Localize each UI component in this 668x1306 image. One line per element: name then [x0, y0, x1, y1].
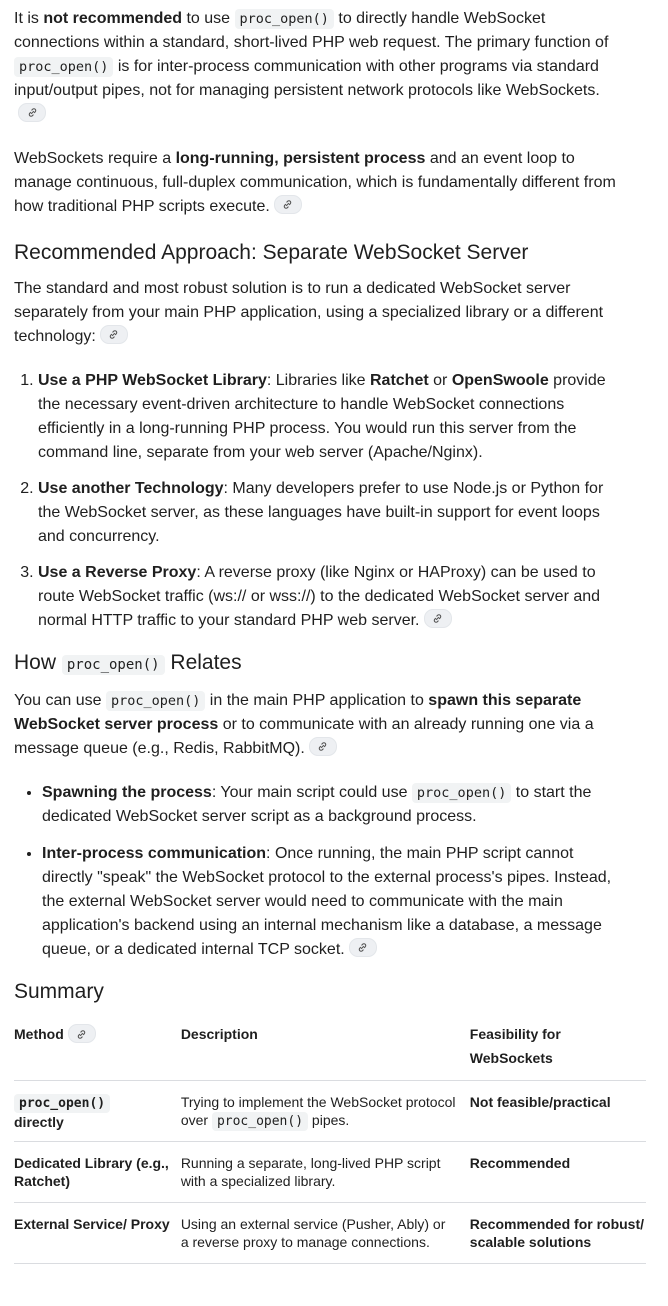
emphasis: not recommended [43, 10, 183, 27]
table-row [14, 1203, 646, 1264]
inline-code: proc_open() [106, 691, 205, 711]
inline-code: proc_open() [62, 655, 165, 675]
inline-code: proc_open() [14, 57, 113, 77]
cell-feasibility: Not feasible/practical [469, 1094, 611, 1110]
text: WebSockets require a [14, 150, 176, 167]
text: It is [14, 10, 44, 27]
text: is for inter-process communication with other programs via standard input/output pipes, not for managing persistent network protocols like WebSockets. [14, 58, 600, 99]
section-heading-recommended: Recommended Approach: Separate WebSocket Server [14, 241, 529, 264]
text: : Libraries like [266, 372, 370, 389]
intro-paragraph-2 [14, 147, 626, 219]
cell-description: Running a separate, long-lived PHP script with a specialized library. [180, 1155, 441, 1189]
cell-description: Using an external service (Pusher, Ably) or a reverse proxy to manage connections. [180, 1216, 446, 1250]
text: directly [14, 1114, 64, 1130]
list-item [42, 781, 626, 829]
inline-code: proc_open() [412, 783, 511, 803]
emphasis: Ratchet [370, 372, 429, 389]
citation-link-icon[interactable] [100, 325, 128, 344]
section1-paragraph [14, 277, 626, 349]
text: or to communicate with an already running one via a message queue (e.g., Redis, RabbitMQ). [14, 716, 594, 757]
citation-link-icon[interactable] [309, 737, 337, 756]
approach-list [14, 369, 626, 633]
text: and an event loop to manage continuous, full-duplex communication, which is fundamentally different from how traditional PHP scripts execute. [14, 150, 616, 215]
text: : Once running, the main PHP script cannot directly "speak" the WebSocket protocol to the external process's pipes. Instead, the external WebSocket server would need to communicate with the main application's backend using an internal mechanism like a database, a message queue, or a dedicated internal TCP socket. [42, 845, 612, 958]
inline-code: proc_open() [14, 1094, 110, 1113]
column-header-description: Description [180, 1026, 258, 1042]
list-item [42, 842, 626, 962]
citation-link-icon[interactable] [18, 103, 46, 122]
text: Relates [164, 651, 242, 674]
text: or [428, 372, 452, 389]
item-title: Inter-process communication [42, 845, 267, 862]
cell-feasibility: Recommended [469, 1155, 571, 1171]
text: : Many developers prefer to use Node.js or Python for the WebSocket server, as these languages have built-in support for event loops and concurrency. [38, 480, 604, 545]
item-title: Spawning the process [42, 784, 212, 801]
item-title: Use a PHP WebSocket Library [38, 372, 267, 389]
item-title: Use another Technology [38, 480, 224, 497]
section2-paragraph [14, 689, 626, 761]
column-header-method [14, 1016, 181, 1081]
list-item [38, 477, 626, 549]
text: to start the dedicated WebSocket server script as a background process. [42, 784, 592, 825]
text: to use [182, 10, 235, 27]
inline-code: proc_open() [235, 9, 334, 29]
header-label: Method [14, 1026, 64, 1042]
citation-link-icon[interactable] [424, 609, 452, 628]
section-heading-how-relates [14, 649, 626, 679]
item-title: Use a Reverse Proxy [38, 564, 197, 581]
table-row [14, 1142, 646, 1203]
citation-link-icon[interactable] [274, 195, 302, 214]
text: in the main PHP application to [205, 692, 429, 709]
relates-bullet-list [14, 781, 626, 962]
text: Trying to implement the WebSocket protocol over [180, 1094, 456, 1128]
text: provide the necessary event-driven architecture to handle WebSocket connections efficiently in a long-running PHP process. You would run this server from the command line, separate from your web server (Apache/Nginx). [38, 372, 606, 461]
text: pipes. [308, 1112, 350, 1128]
cell-method: Dedicated Library (e.g., Ratchet) [14, 1155, 169, 1189]
table-row [14, 1081, 646, 1142]
column-header-feasibility: Feasibility for WebSockets [469, 1026, 561, 1066]
summary-table [14, 1016, 646, 1264]
cell-method: External Service/ Proxy [14, 1216, 170, 1232]
text: The standard and most robust solution is to run a dedicated WebSocket server separately from your main PHP application, using a specialized library or a different technology: [14, 280, 604, 345]
cell-method [14, 1081, 181, 1142]
cell-feasibility: Recommended for robust/ scalable solutions [469, 1216, 645, 1250]
text: to directly handle WebSocket connections within a standard, short-lived PHP web request. The primary function of [14, 10, 609, 51]
intro-paragraph-1 [14, 7, 626, 127]
emphasis: spawn this separate WebSocket server process [14, 692, 582, 733]
text: How [14, 651, 62, 674]
emphasis: long-running, persistent process [175, 150, 426, 167]
cell-description [181, 1081, 470, 1142]
text: : A reverse proxy (like Nginx or HAProxy) can be used to route WebSocket traffic (ws:// or wss://) to the dedicated WebSocket server and normal HTTP traffic to your standard PHP web server. [38, 564, 601, 629]
table-header-row [14, 1016, 646, 1081]
text: You can use [14, 692, 106, 709]
list-item [38, 561, 626, 633]
citation-link-icon[interactable] [349, 938, 377, 957]
emphasis: OpenSwoole [451, 372, 549, 389]
section-heading-summary: Summary [14, 980, 104, 1003]
citation-link-icon[interactable] [68, 1024, 96, 1043]
list-item [38, 369, 626, 465]
text: : Your main script could use [211, 784, 412, 801]
inline-code: proc_open() [212, 1112, 308, 1131]
